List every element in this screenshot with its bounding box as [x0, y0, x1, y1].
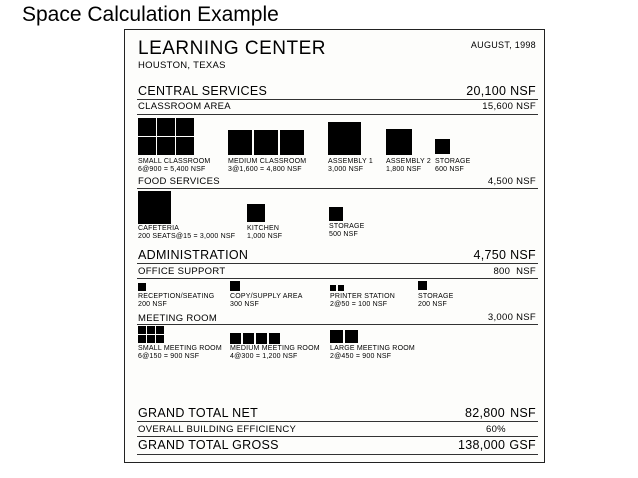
- reception-block: [138, 283, 146, 291]
- assembly-2-block: [386, 129, 412, 155]
- divider: [137, 278, 538, 279]
- storage-block: [435, 139, 450, 154]
- divider: [137, 324, 538, 325]
- space-program-sheet: [124, 29, 545, 463]
- small-classroom-label: SMALL CLASSROOM 6@900 = 5,400 NSF: [138, 158, 211, 173]
- assembly-1-label: ASSEMBLY 1 3,000 NSF: [328, 158, 373, 173]
- divider: [137, 188, 538, 189]
- administration-total: 4,750 NSF: [473, 248, 536, 262]
- food-services-label: FOOD SERVICES: [138, 176, 220, 187]
- central-services-label: CENTRAL SERVICES: [138, 84, 268, 98]
- food-services-total: 4,500 NSF: [487, 176, 536, 187]
- divider: [137, 421, 538, 422]
- central-services-total: 20,100 NSF: [466, 84, 536, 98]
- slide-title: Space Calculation Example: [22, 3, 279, 26]
- medium-classroom-label: MEDIUM CLASSROOM 3@1,600 = 4,800 NSF: [228, 158, 307, 173]
- grand-total-gross-value: 138,000: [458, 438, 506, 452]
- kitchen-label: KITCHEN 1,000 NSF: [247, 225, 283, 240]
- copy-supply-label: COPY/SUPPLY AREA 300 NSF: [230, 293, 303, 308]
- meeting-room-label: MEETING ROOM: [138, 313, 218, 324]
- document-date: AUGUST, 1998: [470, 40, 536, 50]
- office-storage-label: STORAGE 200 NSF: [418, 293, 454, 308]
- classroom-storage-label: STORAGE 600 NSF: [435, 158, 471, 173]
- office-support-total: 800 NSF: [493, 266, 536, 277]
- food-storage-block: [329, 207, 343, 221]
- medium-meeting-room-label: MEDIUM MEETING ROOM 4@300 = 1,200 NSF: [230, 345, 320, 360]
- document-location: HOUSTON, TEXAS: [138, 60, 226, 71]
- administration-label: ADMINISTRATION: [138, 248, 249, 262]
- large-meeting-room-label: LARGE MEETING ROOM 2@450 = 900 NSF: [330, 345, 415, 360]
- copy-supply-block: [230, 281, 240, 291]
- assembly-2-label: ASSEMBLY 2 1,800 NSF: [386, 158, 431, 173]
- assembly-1-block: [328, 122, 361, 155]
- reception-label: RECEPTION/SEATING 200 NSF: [138, 293, 215, 308]
- divider: [137, 114, 538, 115]
- document-title: LEARNING CENTER: [138, 38, 327, 59]
- cafeteria-block: [138, 191, 171, 224]
- grand-total-net-unit: NSF: [510, 406, 536, 420]
- cafeteria-label: CAFETERIA 200 SEATS@15 = 3,000 NSF: [138, 225, 236, 240]
- food-storage-label: STORAGE 500 NSF: [329, 223, 365, 238]
- grand-total-net-label: GRAND TOTAL NET: [138, 406, 259, 420]
- divider: [137, 436, 538, 437]
- small-meeting-room-label: SMALL MEETING ROOM 6@150 = 900 NSF: [138, 345, 222, 360]
- classroom-area-label: CLASSROOM AREA: [138, 101, 231, 112]
- meeting-room-total: 3,000 NSF: [487, 312, 536, 323]
- printer-station-label: PRINTER STATION 2@50 = 100 NSF: [330, 293, 395, 308]
- office-support-label: OFFICE SUPPORT: [138, 266, 226, 277]
- classroom-area-total: 15,600 NSF: [482, 101, 536, 112]
- office-storage-block: [418, 281, 427, 290]
- kitchen-block: [247, 204, 265, 222]
- divider: [137, 263, 538, 264]
- grand-total-gross-unit: GSF: [509, 438, 536, 452]
- divider: [137, 99, 538, 100]
- grand-total-net-value: 82,800: [465, 406, 506, 420]
- grand-total-gross-label: GRAND TOTAL GROSS: [138, 438, 279, 452]
- efficiency-value: 60%: [486, 424, 506, 435]
- divider: [137, 454, 538, 455]
- efficiency-label: OVERALL BUILDING EFFICIENCY: [138, 424, 297, 435]
